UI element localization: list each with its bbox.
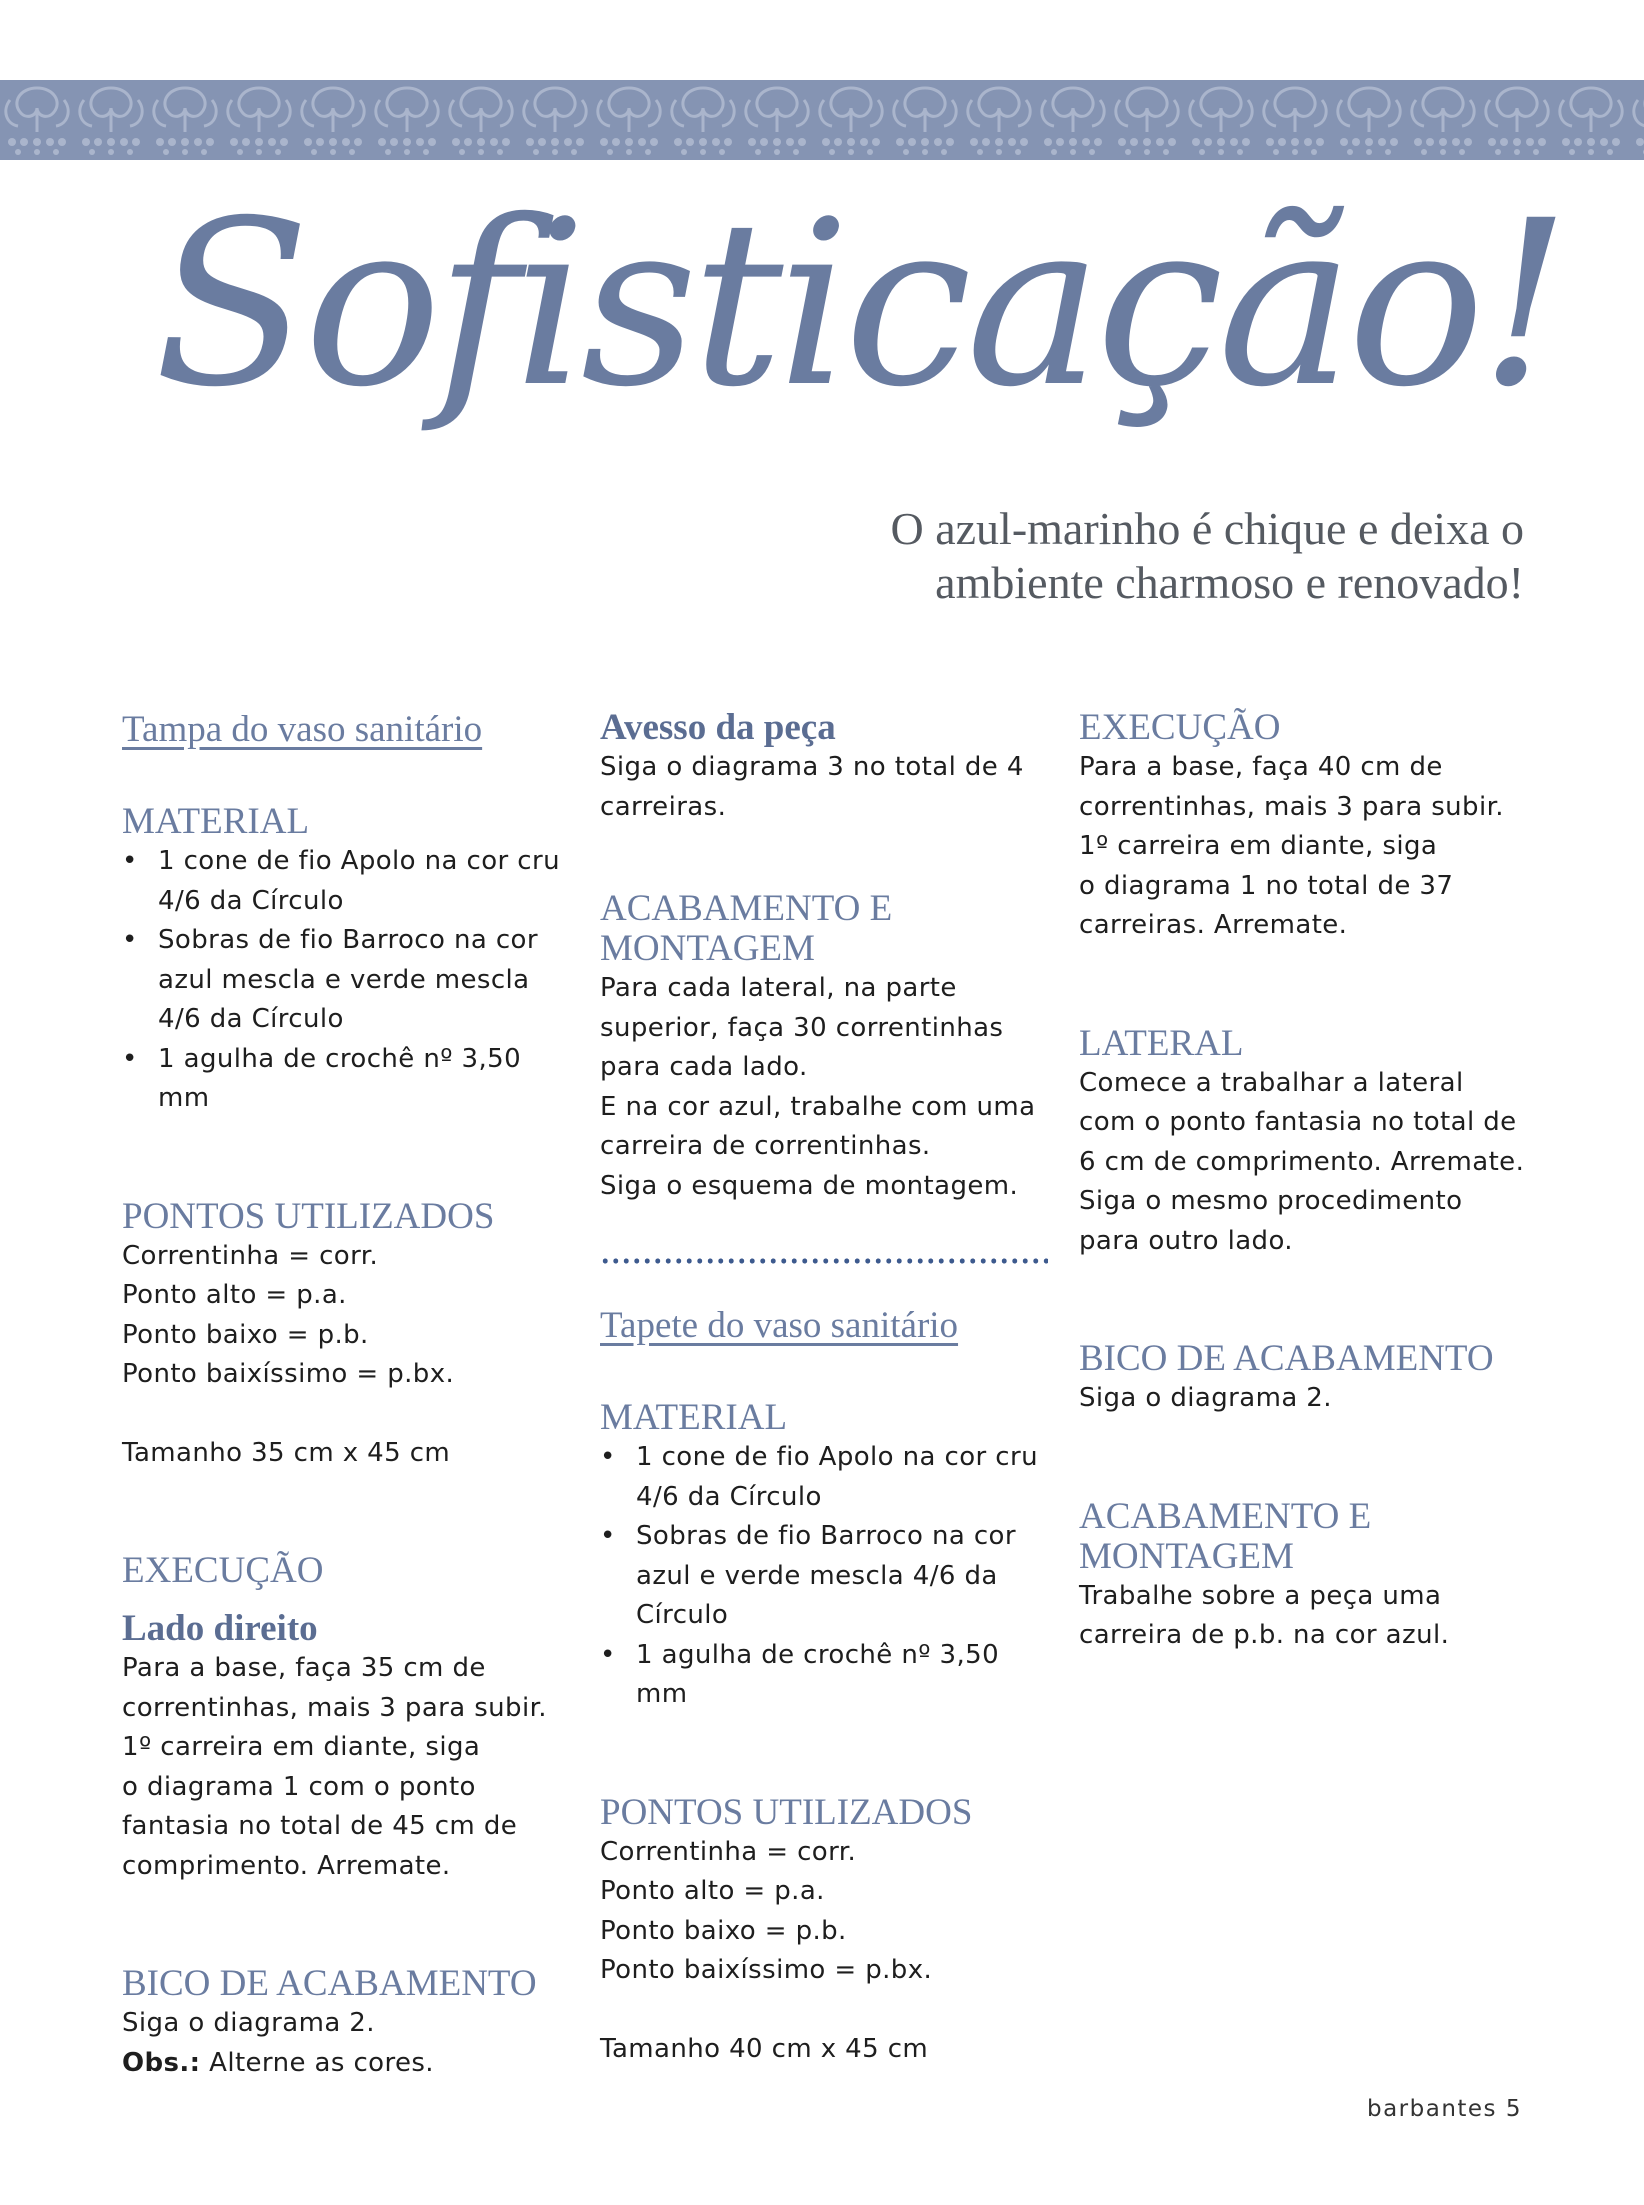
text-line: carreira de p.b. na cor azul. (1079, 1620, 1450, 1650)
list-item: • 1 agulha de crochê nº 3,50 mm (122, 1040, 572, 1119)
text-line: com o ponto fantasia no total de (1079, 1107, 1517, 1137)
obs-label: Obs.: (122, 2047, 201, 2078)
ponto-line: Ponto baixo = p.b. (600, 1915, 847, 1946)
subtitle-line: O azul-marinho é chique e deixa o (890, 503, 1524, 554)
ornamental-header-band (0, 80, 1644, 160)
ponto-line: Ponto alto = p.a. (122, 1280, 347, 1310)
column-tapete-execucao (1079, 708, 1529, 1656)
ponto-line: Correntinha = corr. (122, 1240, 379, 1271)
subtitle-line: ambiente charmoso e renovado! (935, 557, 1524, 608)
execucao-heading: EXECUÇÃO (122, 1550, 324, 1591)
page-footer (1367, 2096, 1522, 2122)
avesso-heading: Avesso da peça (600, 707, 836, 748)
obs-text: Alterne as cores. (200, 2047, 434, 2078)
text-line: para outro lado. (1079, 1225, 1293, 1256)
column-avesso-tapete (600, 708, 1050, 2069)
page-subtitle (624, 502, 1524, 610)
text-line: carreiras. (600, 791, 727, 822)
ponto-line: Correntinha = corr. (600, 1836, 857, 1867)
text-line: o diagrama 1 no total de 37 (1079, 870, 1454, 901)
material-heading: MATERIAL (600, 1397, 788, 1438)
text-line: Para a base, faça 35 cm de (122, 1653, 486, 1683)
obs-note (122, 2044, 572, 2084)
magazine-name: barbantes (1366, 2096, 1498, 2122)
text-line: Comece a trabalhar a lateral (1079, 1067, 1464, 1098)
bico-heading: BICO DE ACABAMENTO (1079, 1338, 1494, 1379)
text-line: Siga o mesmo procedimento (1079, 1186, 1463, 1216)
pontos-heading: PONTOS UTILIZADOS (122, 1195, 495, 1237)
text-line: correntinhas, mais 3 para subir. (122, 1692, 547, 1723)
size-text: Tamanho 40 cm x 45 cm (600, 2033, 929, 2064)
text-line: Siga o diagrama 3 no total de 4 (600, 752, 1024, 782)
dotted-divider (600, 1258, 1048, 1264)
text-line: Siga o esquema de montagem. (600, 1170, 1019, 1201)
page-title: Sofisticação! (154, 171, 1565, 437)
acabamento-heading: MONTAGEM (1079, 1535, 1294, 1577)
list-item: • 1 cone de fio Apolo na cor cru 4/6 da Círculo (600, 1438, 1050, 1517)
text-line: para cada lado. (600, 1052, 808, 1082)
list-item: • 1 agulha de crochê nº 3,50 mm (600, 1636, 1050, 1715)
text-line: fantasia no total de 45 cm de (122, 1811, 518, 1841)
ponto-line: Ponto baixíssimo = p.bx. (600, 1955, 933, 1985)
text-line: correntinhas, mais 3 para subir. (1079, 791, 1504, 822)
text-line: Para a base, faça 40 cm de (1079, 752, 1443, 782)
column-tampa (122, 708, 572, 2083)
material-heading: MATERIAL (122, 801, 310, 842)
acabamento-heading: ACABAMENTO E (600, 888, 893, 929)
list-item: • 1 cone de fio Apolo na cor cru 4/6 da Círculo (122, 842, 572, 921)
ponto-line: Ponto alto = p.a. (600, 1876, 825, 1906)
pontos-heading: PONTOS UTILIZADOS (600, 1791, 973, 1833)
execucao-heading: EXECUÇÃO (1079, 707, 1281, 748)
list-item: • Sobras de fio Barroco na cor azul e verde mescla 4/6 da Círculo (600, 1517, 1050, 1636)
text-line: carreira de correntinhas. (600, 1131, 931, 1161)
bico-text: Siga o diagrama 2. (1079, 1383, 1332, 1413)
text-line: Para cada lateral, na parte (600, 973, 957, 1003)
text-line: E na cor azul, trabalhe com uma (600, 1091, 1036, 1122)
text-line: carreiras. Arremate. (1079, 910, 1348, 940)
size-text: Tamanho 35 cm x 45 cm (122, 1437, 451, 1468)
acabamento-heading: ACABAMENTO E (1079, 1495, 1372, 1537)
ponto-line: Ponto baixo = p.b. (122, 1319, 369, 1350)
text-line: comprimento. Arremate. (122, 1850, 451, 1881)
lateral-heading: LATERAL (1079, 1022, 1244, 1064)
ponto-line: Ponto baixíssimo = p.bx. (122, 1359, 455, 1389)
material-list (122, 842, 572, 1119)
text-line: 1º carreira em diante, siga (122, 1732, 481, 1762)
text-line: o diagrama 1 com o ponto (122, 1771, 476, 1802)
page-number: 5 (1505, 2096, 1522, 2122)
acabamento-heading: MONTAGEM (600, 928, 815, 969)
material-list (600, 1438, 1050, 1715)
text-line: 6 cm de comprimento. Arremate. (1079, 1146, 1525, 1177)
section-title-tampa: Tampa do vaso sanitário (122, 709, 483, 750)
text-line: 1º carreira em diante, siga (1079, 831, 1438, 861)
lado-direito-heading: Lado direito (122, 1608, 318, 1649)
list-item: • Sobras de fio Barroco na cor azul mescla e verde mescla 4/6 da Círculo (122, 921, 572, 1040)
text-line: Trabalhe sobre a peça uma (1079, 1580, 1442, 1611)
bico-text: Siga o diagrama 2. (122, 2008, 375, 2038)
text-line: superior, faça 30 correntinhas (600, 1012, 1004, 1043)
damask-pattern-graphic (0, 80, 1644, 160)
bico-heading: BICO DE ACABAMENTO (122, 1963, 537, 2004)
section-title-tapete: Tapete do vaso sanitário (600, 1305, 959, 1346)
